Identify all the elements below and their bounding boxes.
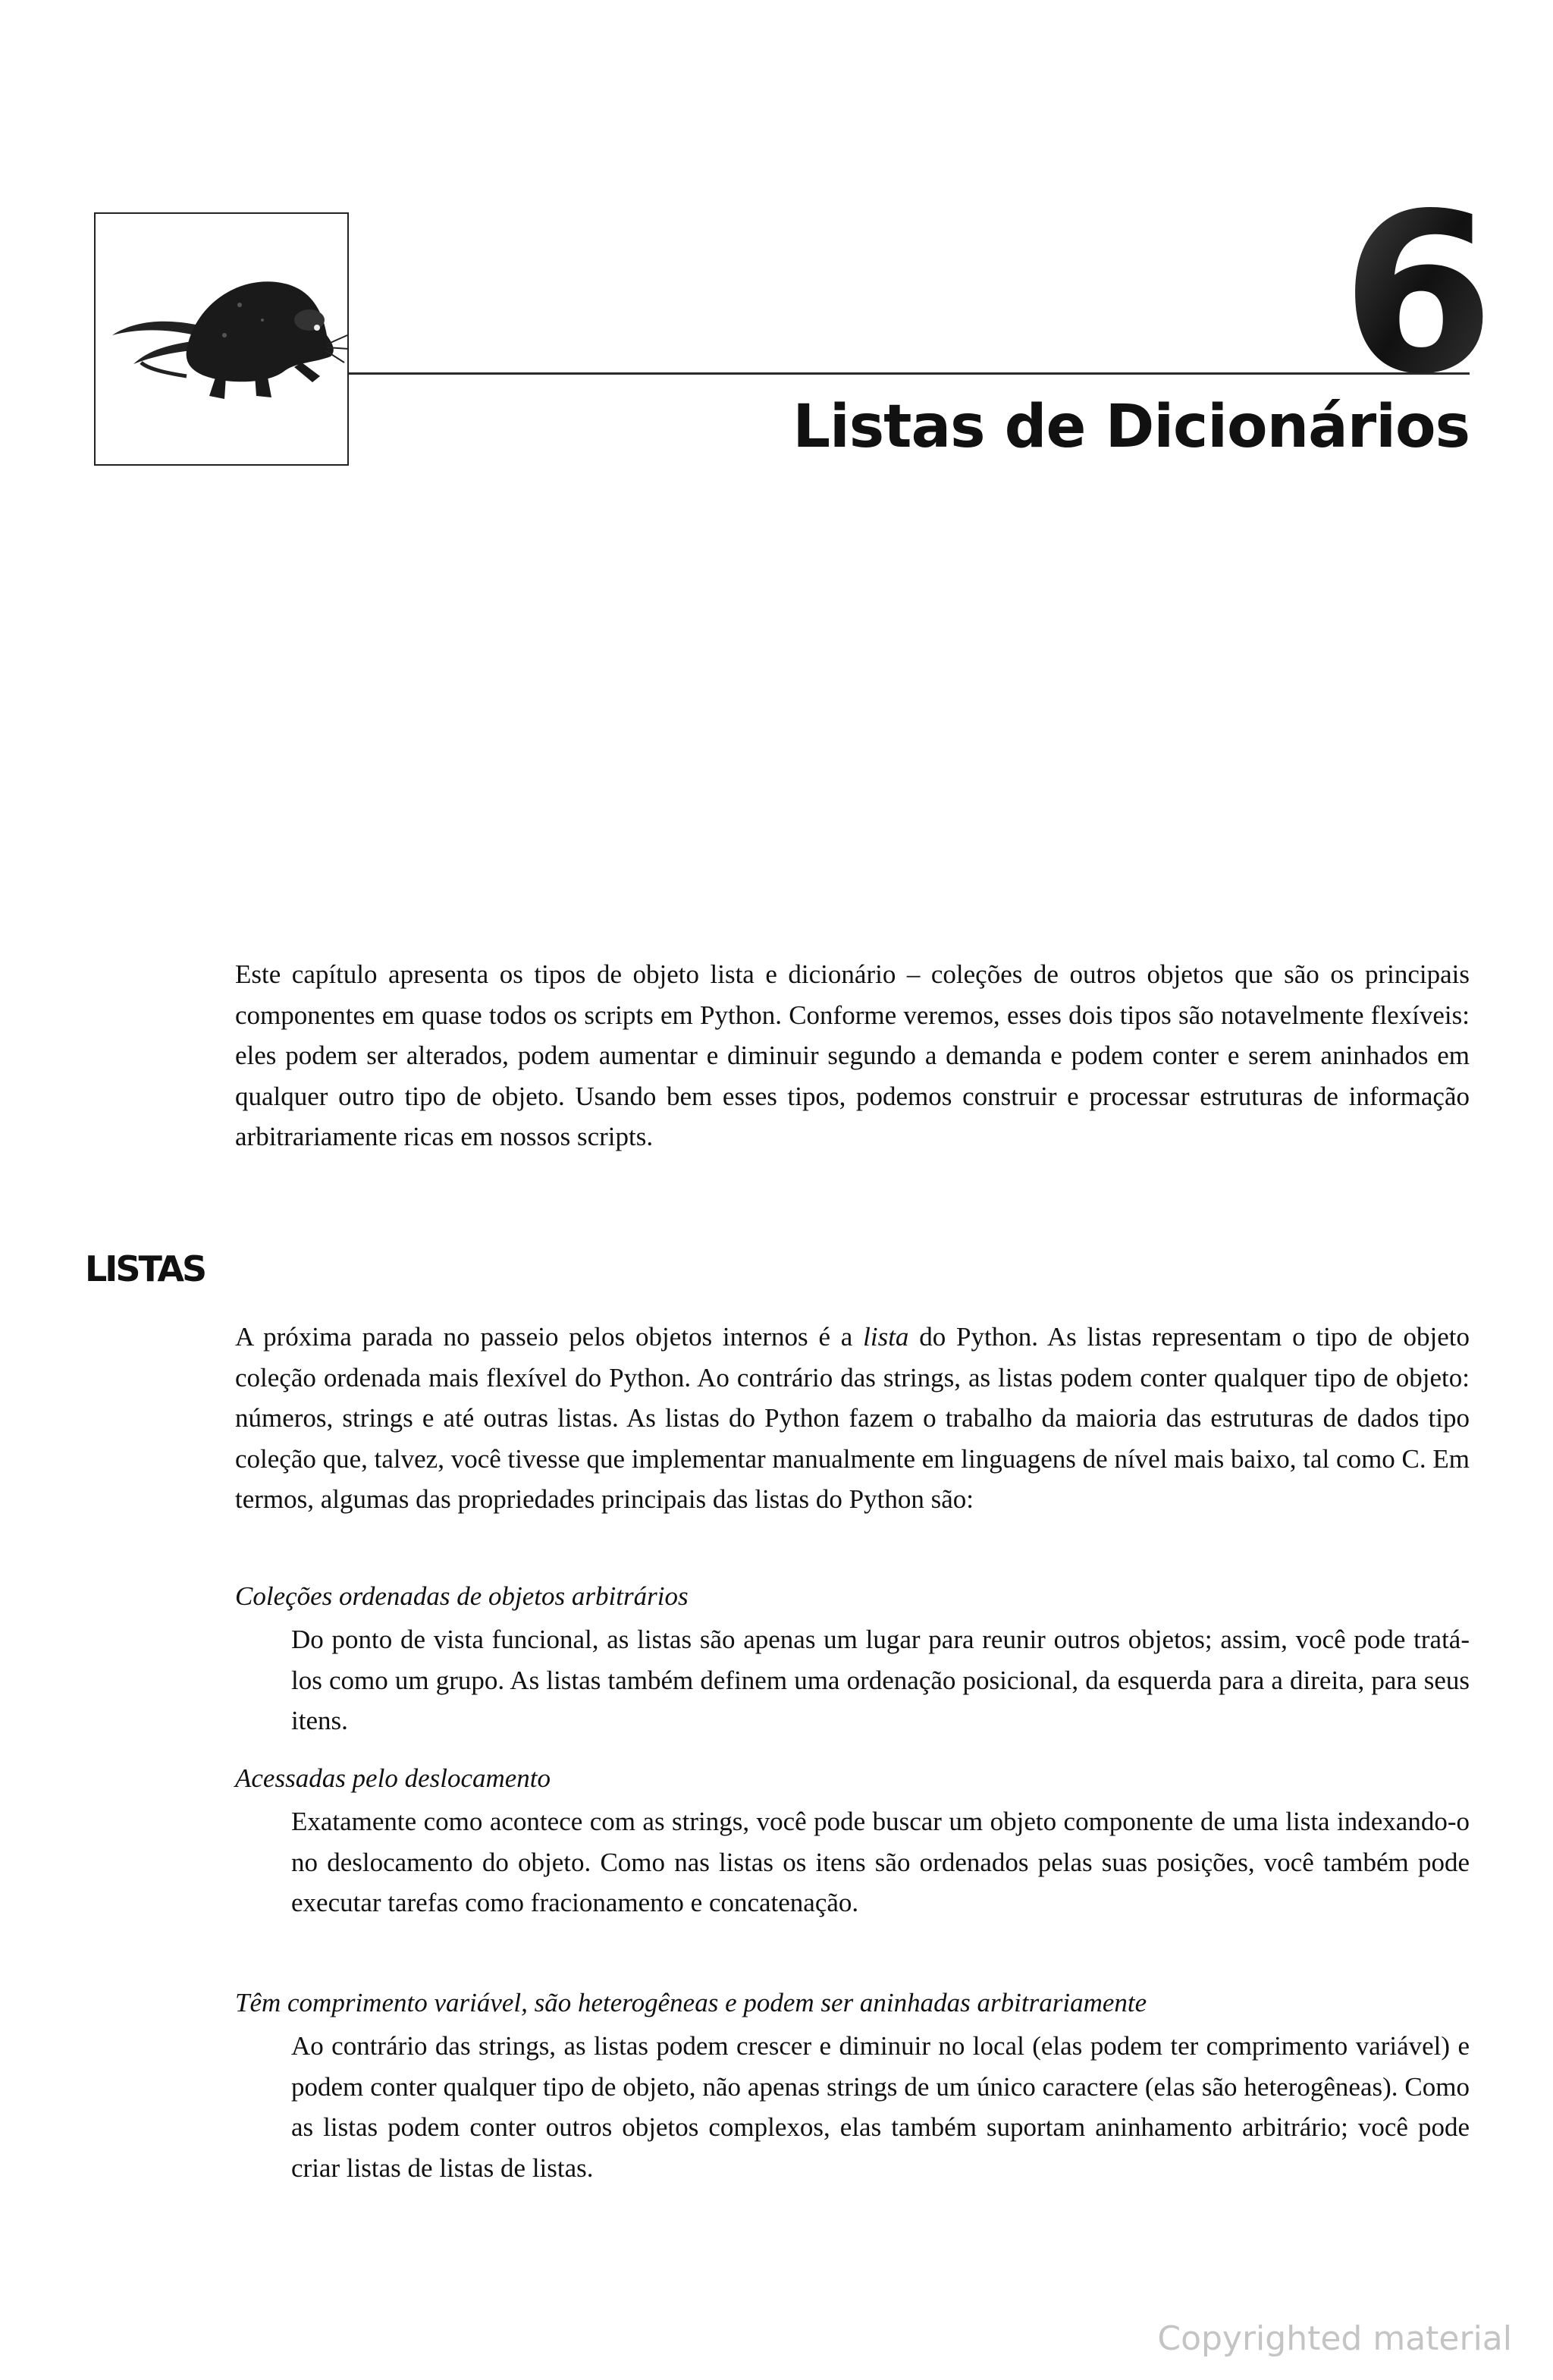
paragraph-emphasis: lista: [863, 1322, 909, 1352]
property-definition: Exatamente como acontece com as strings, você pode buscar um objeto componente de uma lista indexando-o no deslocamento do objeto. Como nas listas os itens são ordenados pelas suas posições, você também pode executar tarefas como fracionamento e concatenação.: [291, 1807, 1470, 1917]
chapter-emblem: [94, 212, 349, 466]
property-term: Coleções ordenadas de objetos arbitrários: [235, 1581, 689, 1611]
chapter-title: Listas de Dicionários: [792, 393, 1470, 461]
paragraph-text-end: do Python. As listas representam o tipo de objeto coleção ordenada mais flexível do Python. Ao contrário das strings, as listas podem conter qualquer tipo de objeto: números, strings e até outras listas. As listas do Python fazem o trabalho da maioria das estruturas de dados tipo coleção que, talvez, você tivesse que implementar manualmente em linguagens de nível mais baixo, tal como C. Em termos, algumas das propriedades principais das listas do Python são:: [235, 1322, 1470, 1514]
property-term: Acessadas pelo deslocamento: [235, 1763, 551, 1793]
section-paragraph: [235, 1317, 1470, 1520]
intro-paragraph: Este capítulo apresenta os tipos de objeto lista e dicionário – coleções de outros objetos que são os principais componentes em quase todos os scripts em Python. Conforme veremos, esses dois tipos são notavelmente flexíveis: eles podem ser alterados, podem aumentar e diminuir segundo a demanda e podem conter e serem aninhados em qualquer outro tipo de objeto. Usando bem esses tipos, podemos construir e processar estruturas de informação arbitrariamente ricas em nossos scripts.: [235, 959, 1470, 1151]
copyright-watermark: Copyrighted material: [1157, 2319, 1512, 2358]
property-definition: Ao contrário das strings, as listas podem crescer e diminuir no local (elas podem ter comprimento variável) e podem conter qualquer tipo de objeto, não apenas strings de um único caractere (elas são heterogêneas). Como as listas podem conter outros objetos complexos, elas também suportam aninhamento arbitrário; você pode criar listas de listas de listas.: [291, 2031, 1470, 2183]
paragraph-text-start: A próxima parada no passeio pelos objetos internos é a: [235, 1322, 864, 1352]
chapter-number: [1341, 167, 1495, 422]
rat-icon: [96, 214, 350, 467]
property-term: Têm comprimento variável, são heterogêneas e podem ser aninhadas arbitrariamente: [235, 1988, 1147, 2017]
chapter-number-text: 6: [1341, 167, 1495, 422]
title-rule: [349, 372, 1470, 375]
property-definition: Do ponto de vista funcional, as listas são apenas um lugar para reunir outros objetos; assim, você pode tratá-los como um grupo. As listas também definem uma ordenação posicional, da esquerda para a direita, para seus itens.: [291, 1625, 1470, 1735]
section-heading: LISTAS: [85, 1248, 205, 1289]
